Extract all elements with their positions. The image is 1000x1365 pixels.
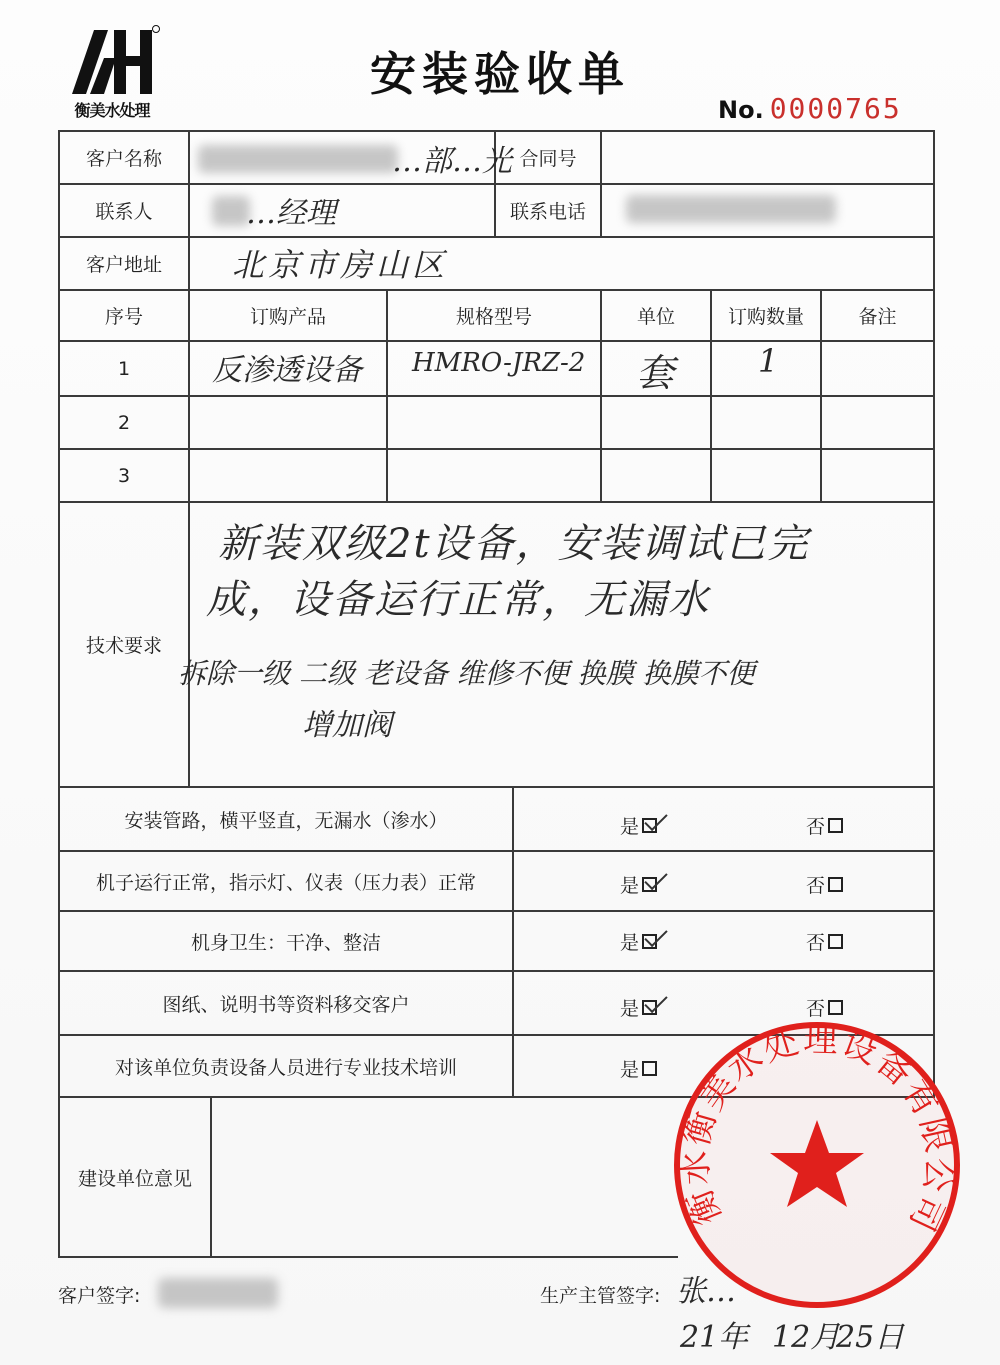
check-4-yes-label: 是 [620,998,640,1020]
row-1-product: 反渗透设备 [212,353,362,388]
date-year: 21年 [680,1320,749,1355]
row-3-product [190,450,386,501]
tech-label: 技术要求 [85,635,162,657]
customer-signature-label: 客户签字: [58,1285,141,1307]
row-1-unit: 套 [636,351,675,395]
check-1-label: 安装管路，横平竖直，无漏水（渗水） [124,809,448,832]
redacted-contact-name [212,196,250,226]
customer-name-value: …部…光 [392,144,512,179]
contract-label: 合同号 [519,148,577,170]
serial-number [718,92,902,125]
manager-signature: 张… [676,1274,736,1309]
row-2-product [190,397,386,448]
check-4-yes-checkbox[interactable] [642,1000,657,1015]
address-value: 北京市房山区 [232,246,449,284]
check-4-yes[interactable] [620,994,657,1021]
check-2-yes[interactable] [620,871,657,898]
check-2-yes-label: 是 [620,875,640,897]
table-border-right [933,130,935,1098]
check-2-no-checkbox[interactable] [828,877,843,892]
check-5-yes-checkbox[interactable] [642,1061,657,1076]
manager-signature-label: 生产主管签字: [540,1285,661,1307]
check-5-yes-label: 是 [620,1059,640,1081]
row-1-qty: 1 [758,342,779,380]
col-header-unit: 单位 [636,306,675,328]
form-title: 安装验收单 [370,47,630,101]
check-1-no-checkbox[interactable] [828,818,843,833]
logo-text: 衡美水处理 [74,101,150,120]
tech-line-3: 拆除一级 二级 老设备 维修不便 换膜 换膜不便 [178,657,755,690]
row-1-no: 1 [117,357,131,380]
contact-value: …经理 [246,196,336,231]
opinion-label: 建设单位意见 [77,1167,192,1190]
check-4-no-checkbox[interactable] [828,1000,843,1015]
row-3-model [388,450,600,501]
check-3-no-label: 否 [806,932,826,954]
seal-text-path: 衡水衡美水处理设备有限公司 [675,1020,960,1238]
col-header-no: 序号 [104,306,143,328]
check-1-yes-label: 是 [620,816,640,838]
check-5-label: 对该单位负责设备人员进行专业技术培训 [114,1056,457,1079]
serial-value: 0000765 [769,92,902,125]
check-3-label: 机身卫生：干净、整洁 [190,931,381,954]
check-3-yes-label: 是 [620,932,640,954]
date-month: 12月 [772,1320,841,1355]
col-header-model: 规格型号 [455,306,532,328]
check-4-no-label: 否 [806,998,826,1020]
address-label: 客户地址 [85,254,162,276]
phone-label: 联系电话 [509,201,586,223]
redacted-customer-name [198,145,398,173]
col-header-remark: 备注 [858,306,897,328]
row-1-remark [822,342,933,395]
check-1-yes[interactable] [620,812,657,839]
table-rule [58,1256,678,1258]
row-3-no: 3 [117,464,131,487]
redacted-customer-signature [158,1278,278,1308]
check-4-no[interactable] [806,994,843,1021]
check-1-no[interactable] [806,812,843,839]
tech-line-2: 成，设备运行正常，无漏水 [206,577,710,623]
table-rule [512,786,514,1096]
contract-value [602,132,933,183]
row-2-no: 2 [117,411,131,434]
check-3-no-checkbox[interactable] [828,934,843,949]
redacted-phone [626,195,836,223]
check-3-no[interactable] [806,928,843,955]
tech-line-4: 增加阀 [302,708,392,743]
check-2-no[interactable] [806,871,843,898]
check-4-label: 图纸、说明书等资料移交客户 [162,993,410,1016]
check-2-label: 机子运行正常，指示灯、仪表（压力表）正常 [95,871,476,894]
customer-name-label: 客户名称 [85,148,162,170]
check-5-yes[interactable] [620,1055,657,1082]
check-2-yes-checkbox[interactable] [642,877,657,892]
date-day: 25日 [836,1320,905,1355]
row-2-model [388,397,600,448]
check-3-yes[interactable] [620,928,657,955]
check-2-no-label: 否 [806,875,826,897]
serial-prefix: No. [718,96,764,124]
company-seal [672,1020,962,1310]
check-1-yes-checkbox[interactable] [642,818,657,833]
contact-label: 联系人 [95,201,153,223]
opinion-value [212,1098,672,1256]
col-header-product: 订购产品 [249,306,326,328]
col-header-qty: 订购数量 [727,306,804,328]
check-1-no-label: 否 [806,816,826,838]
check-3-yes-checkbox[interactable] [642,934,657,949]
tech-line-1: 新装双级2t设备，安装调试已完 [218,521,810,567]
row-1-model: HMRO-JRZ-2 [412,348,586,378]
